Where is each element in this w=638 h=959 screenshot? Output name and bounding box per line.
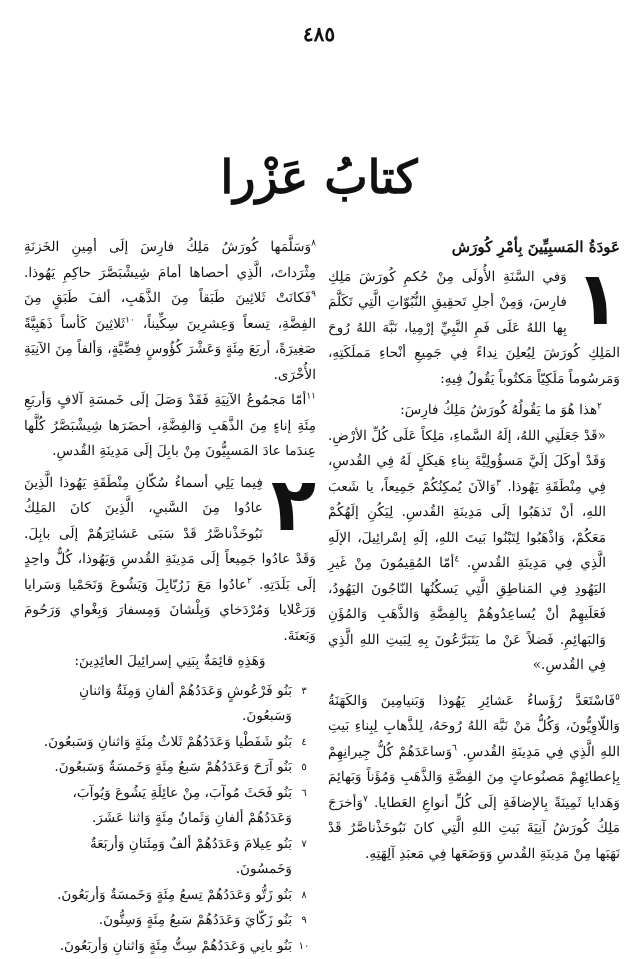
verse-text: عادُوا مَعَ زَرُبّابِلَ وَيَشُوعَ وَنَحَمْيا وَسَرايا وَرَعْلايا وَمُرْدَخاي وَبِلْشانَ وَمِسفارَ وَبِغْواي وَرَحُومَ وَبَعنَةَ. [24,577,316,644]
clan-text: بَنُو فَرْعُوشٍ وَعَدَدُهُمْ ألفانِ وَمِئَةٌ وَاثنانِ وَسَبعُونَ. [24,679,292,730]
verse-number: ٨ [311,238,316,248]
verse-number: ٧ [292,832,316,858]
verse-text: وَأخرَجَ مَلِكُ كُورَشُ آنِيَةَ بَيتِ اللهِ الَّتِي كانَ نَبُوخَذْناصَّرُ قَدْ نَهَبَها مِنْ مَدِينَةِ القُدسِ وَوَضَعَها فِي مَعبَدِ آلِهَتِهِ. [328,795,620,862]
clan-row [24,730,316,756]
verses-8-10 [24,235,316,388]
clan-text: بَنُو فَحَثَ مُوآبَ، مِنْ عائِلَةِ يَشُوعَ وَيُوآبَ، وَعَدَدُهُمْ ألفانِ وَثَمانُ مِئَةٍ وَاثنا عَشَرَ. [24,781,292,832]
verse-number: ٨ [292,883,316,909]
chapter-1-number: ١ [575,267,620,331]
verse-text: أمّا مَجمُوعُ الآنِيَةِ فَقَدْ وَصَلَ إلَى خَمسَةِ آلافٍ وَأربَعِ مِئَةِ إناءٍ مِنَ الذَّهَبِ وَالفِضَّةِ، أحضَرَها شِيشْبَصَّرُ كُلَّها عِندَما عادَ المَسبِيُّونَ مِنْ بابِلَ إلَى مَدِينَةِ القُدسِ. [24,392,316,459]
decree-quote [328,424,620,679]
clan-text: بَنُو زَكّايَ وَعَدَدُهُمْ سَبعُ مِئَةٍ وَسِتُّونَ. [24,908,292,934]
verse-number: ٥ [292,755,316,781]
clan-text: بَنُو عِيلامَ وَعَدَدُهُمْ ألفٌ وَمِئَتانِ وَأربَعَةٌ وَخَمسُونَ. [24,832,292,883]
clan-row [24,908,316,934]
verse-text: وَسَلَّمَها كُورَشُ مَلِكُ فارِسَ إلَى أمِينِ الخَزنَةِ مِثْرَداتَ، الَّذِي أحصاها أمامَ شِيشْبَصَّرَ حاكِمِ يَهُوذا. [24,239,316,281]
clan-row [24,883,316,909]
clan-list [24,679,316,959]
clan-text: بَنُو آرَحَ وَعَدَدُهُمْ سَبعُ مِئَةٍ وَخَمسَةٌ وَسَبعُونَ. [24,755,292,781]
verse-number: ٥ [615,692,620,702]
verse-text: وَساعَدَهُمْ كُلُّ جِيرانِهِمْ بِإعطائِهِمْ مَصنُوعاتٍ مِنَ الفِضَّةِ وَالذَّهَبِ وَمُؤَناً وَبَهائِمَ وَهَدايا ثَمِينَةً بِالإضافَةِ إلَى كُلِّ أنواعِ العَطايا. [328,744,620,811]
verse-text: فِيما يَلِي أسماءُ سُكّانِ مِنْطَقَةِ يَهُوذا الَّذِينَ عادُوا مِنَ السَّبيِ، الَّذِينَ كانَ المَلِكُ نَبُوخَذْناصَّرُ قَدْ سَبَى عَشائِرَهُمْ إلَى بابِلَ. وَقَدْ عادُوا جَمِيعاً إلَى مَدِينَةِ القُدسِ وَيَهُوذا، كُلٌّ واحِدٍ إلَى بَلَدَتِهِ. [24,475,316,593]
clan-row [24,934,316,959]
verse-text: فَكانَتْ ثَلاثِينَ طَبَقاً مِنَ الذَّهَبِ، ألفَ طَبَقٍ مِنَ الفِضَّةِ، تِسعاً وَعِشرِينَ سِكِّيناً، [24,290,316,332]
verse-number: ٢ [597,401,602,411]
verse-number: ٤ [292,730,316,756]
verse-11 [24,388,316,465]
verse-text: أمّا المُقِيمُونَ مِنْ غَيرِ اليَهُودِ فِي المَناطِقِ الَّتِي يَسكُنُها النّاجُونَ اليَهُودُ، فَعَلَيهِمْ أنْ يُساعِدُوهُمْ بِالفِضَّةِ وَالذَّهَبِ وَالمُؤَنِ وَالبَهائِمِ. فَضلاً عَنْ ما يَتَبَرَّعُونَ بِهِ لِبَيتِ اللهِ الَّذِي فِي القُدسِ.» [328,555,606,673]
verse-text: فَاسْتَعَدَّ رُؤَساءُ عَشائِرِ يَهُوذا وَبَنيامِينَ وَالكَهَنَةُ وَاللّاوِيُّونَ، وَكُلُّ مَنْ نَبَّهَ اللهُ رُوحَهُ، لِلذَّهابِ لِبِناءِ بَيتِ اللهِ الَّذِي فِي مَدِينَةِ القُدسِ. [328,693,620,760]
chapter-1-intro [328,265,620,393]
clan-text: بَنُو شَفَطْيا وَعَدَدُهُمْ ثَلاثُ مِئَةٍ وَاثنانِ وَسَبعُونَ. [24,730,292,756]
right-column [328,235,620,867]
section-heading: عَودَةُ المَسبِيِّينَ بِأمْرِ كُورَش [328,235,620,261]
clans-intro: وَهَذِهِ قائِمَةٌ بِبَنِي إسرائِيلَ العائِدِينَ: [24,649,316,675]
verse-text: «قَدْ جَعَلَنِي اللهُ، إلَهُ السَّماءِ، مَلِكاً عَلَى كُلِّ الأرْضِ. وَقَدْ أوكَلَ إلَيَّ مَسؤُولِيَّةَ بِناءِ هَيكَلٍ لَهُ فِي القُدسِ، فِي مِنْطَقَةِ يَهُوذا. [328,428,606,495]
clan-row [24,755,316,781]
verse-number: ٦ [292,781,316,807]
verse-1: وَفي السَّنَةِ الأُولَى مِنْ حُكمِ كُورَشَ مَلِكِ فارِسَ، وَمِنْ أجلِ تَحقِيقِ النُّبُوّاتِ الَّتِي تَكَلَّمَ بِها اللهُ عَلَى فَمِ النَّبِيِّ إرْمِيا، نَبَّهَ اللهُ رُوحَ المَلِكِ كُورَشَ لِيُعلِنَ نِداءً فِي جَمِيعِ أنْحاءِ مَملَكَتِهِ، وَمَرسُوماً مَلَكِيّاً مَكتُوباً يَقُولُ فِيهِ: [328,269,620,387]
verse-number: ٣ [496,478,501,488]
verse-text: وَالآنَ يُمكِنُكُمْ جَمِيعاً، يا شَعبَ اللهِ، أنْ تَذهَبُوا إلَى مَدِينَةِ القُدسِ. لِيَكُنِ إلَهُكُمْ مَعَكُمْ، وَاذْهَبُوا لِتَبْنُوا بَيتَ اللهِ، إلَهِ إسْرائِيلَ، الإلَهِ الَّذِي فِي مَدِينَةِ القُدسِ. [328,479,606,572]
verses-5-7 [328,689,620,868]
page-number: ٤٨٥ [0,22,638,46]
verse-text: ثَلاثِينَ كَأساً ذَهَبِيَّةً صَغِيرَةً، أربَعَ مِئَةٍ وَعَشْرَ كُؤُوسٍ فِضِّيَّةٍ، وَألفاً مِنَ الآنِيَةِ الأُخْرَى. [24,316,316,383]
verse-number: ٧ [363,794,368,804]
verse-number: ١١ [306,391,316,401]
left-column [24,235,316,959]
clan-row [24,679,316,730]
verse-number: ٣ [292,679,316,705]
verse-number: ١٠ [292,934,316,959]
verse-number: ٩ [292,908,316,934]
chapter-2-intro [24,471,316,650]
verse-number: ١٠ [125,315,135,325]
verse-number: ٢ [247,576,252,586]
verse-text: هذا هُوَ ما يَقُولُهُ كُورَشُ مَلِكُ فارِسَ: [400,402,597,418]
verse-number: ٩ [311,289,316,299]
clan-text: بَنُو بانِي وَعَدَدُهُمْ سِتُّ مِئَةٍ وَاثنانِ وَأربَعُونَ. [24,934,292,959]
verse-number: ٤ [454,554,459,564]
verse-number: ٦ [452,743,457,753]
chapter-2-number: ٢ [271,473,316,537]
clan-text: بَنُو زَتُّو وَعَدَدُهُمْ تِسعُ مِئَةٍ وَخَمسَةٌ وَأربَعُونَ. [24,883,292,909]
clan-row [24,832,316,883]
clan-row [24,781,316,832]
book-title: كتابُ عَزْرا [0,150,638,204]
verse-2 [328,398,620,424]
